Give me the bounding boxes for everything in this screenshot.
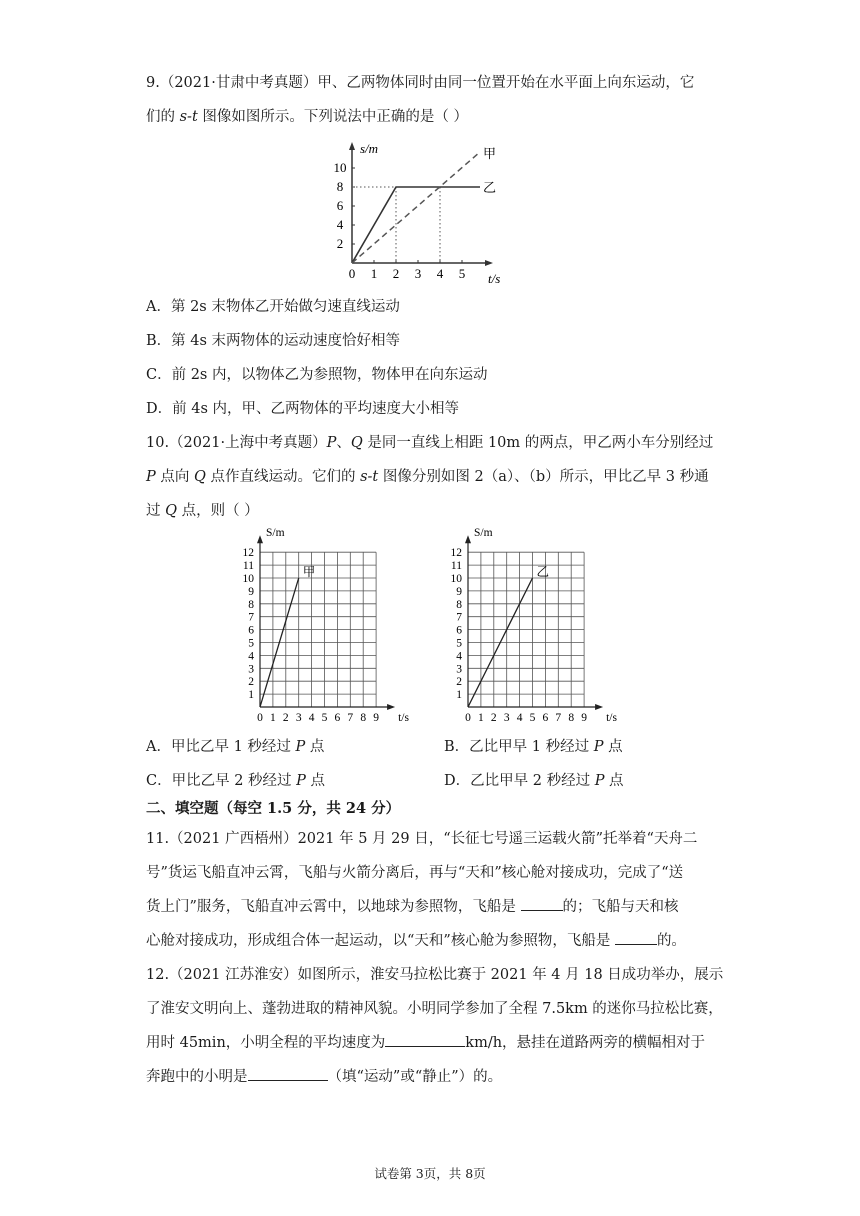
- q11-text: 心舱对接成功，形成组合体一起运动，以“天和”核心舱为参照物，飞船是: [146, 933, 615, 949]
- y-tick-label: 7: [456, 611, 462, 624]
- q10-option-c: [146, 770, 325, 792]
- q9-xtick: 3: [414, 266, 422, 281]
- q9-series-jia: [352, 152, 480, 263]
- y-tick-label: 7: [248, 611, 254, 624]
- section-title-fill-blank: 二、填空题（每空 1.5 分，共 24 分）: [146, 800, 401, 817]
- q10-option-text: 点: [305, 773, 326, 789]
- y-tick-label: 4: [248, 650, 254, 663]
- x-tick-label: 5: [321, 712, 328, 724]
- q10-text: 图像分别如图 2（a）、（b）所示，甲比乙早 3 秒通: [378, 469, 709, 485]
- q11-stem-line4: [146, 930, 686, 952]
- y-tick-label: 9: [248, 585, 254, 598]
- y-tick-label: 3: [456, 663, 462, 676]
- y-tick-label: 5: [456, 637, 462, 650]
- q12-stem-line2: 了淮安文明向上、蓬勃进取的精神风貌。小明同学参加了全程 7.5km 的迷你马拉松比赛，: [146, 1001, 723, 1017]
- y-tick-label: 2: [456, 676, 462, 689]
- answer-blank[interactable]: [385, 1032, 465, 1047]
- x-tick-label: 6: [542, 712, 549, 724]
- q10-point-p: P: [146, 469, 156, 485]
- series-label: 甲: [302, 565, 316, 579]
- q12-stem-line1: 12.（2021 江苏淮安）如图所示，淮安马拉松比赛于 2021 年 4 月 18 日成功举办，展示: [146, 967, 724, 983]
- q9-ytick: 10: [333, 160, 347, 175]
- q10-option-b: [444, 736, 623, 758]
- x-axis-label: t/s: [398, 712, 409, 724]
- q11-text: 的；飞船与天和核: [562, 899, 679, 915]
- x-tick-label: 4: [516, 712, 523, 724]
- q10-option-text: 点: [604, 773, 624, 789]
- q9-y-arrow: [349, 142, 355, 150]
- q9-xtick: 0: [348, 266, 356, 281]
- q9-text: 们的: [146, 109, 180, 125]
- q9-st-italic: s-t: [179, 109, 198, 125]
- q9-ytick: 2: [336, 236, 344, 251]
- q10-option-text: 点: [305, 739, 325, 755]
- q9-ytick: 6: [336, 198, 344, 213]
- q9-label-jia: 甲: [483, 146, 497, 161]
- q9-xtick: 2: [392, 266, 400, 281]
- y-tick-label: 9: [456, 585, 462, 598]
- x-tick-label: 4: [308, 712, 315, 724]
- y-tick-label: 6: [456, 624, 462, 637]
- q11-text: 货上门”服务，飞船直冲云霄中，以地球为参照物，飞船是: [146, 899, 521, 915]
- x-tick-label: 9: [373, 712, 379, 724]
- q10-text: 10.（2021·上海中考真题）: [146, 435, 327, 451]
- q12-stem-line3: [146, 1032, 705, 1054]
- y-tick-label: 12: [450, 547, 462, 560]
- page-footer: 试卷第 3页，共 8页: [374, 1166, 486, 1181]
- q12-text: 奔跑中的小明是: [146, 1069, 248, 1085]
- q10-point-q: Q: [350, 435, 363, 451]
- q9-text: 图像如图所示。下列说法中正确的是（ ）: [197, 109, 468, 125]
- x-tick-label: 9: [581, 712, 587, 724]
- x-tick-label: 3: [503, 712, 510, 724]
- y-tick-label: 1: [456, 689, 462, 702]
- q9-label-yi: 乙: [483, 180, 497, 195]
- x-tick-label: 8: [568, 712, 575, 724]
- q11-stem-line3: [146, 896, 679, 918]
- x-tick-label: 6: [334, 712, 341, 724]
- q10-grid-chart-b: [438, 526, 638, 726]
- q10-text: 过: [146, 503, 166, 519]
- y-tick-label: 11: [242, 560, 254, 573]
- q10-point-p: P: [326, 435, 337, 451]
- x-tick-label: 7: [555, 712, 562, 724]
- q10-stem-line1: [146, 432, 713, 454]
- q9-option-a: A．第 2s 末物体乙开始做匀速直线运动: [146, 299, 400, 315]
- x-tick-label: 8: [360, 712, 367, 724]
- q11-stem-line2: 号”货运飞船直冲云霄，飞船与火箭分离后，再与“天和”核心舱对接成功，完成了“送: [146, 865, 684, 881]
- q9-series-yi: [352, 187, 480, 263]
- q12-stem-line4: [146, 1066, 502, 1088]
- y-tick-label: 3: [248, 663, 254, 676]
- x-axis-label: t/s: [606, 712, 617, 724]
- q9-xtick: 1: [370, 266, 378, 281]
- q9-xtick: 4: [436, 266, 444, 281]
- y-tick-label: 10: [242, 573, 254, 585]
- q10-text: 是同一直线上相距 10m 的两点，甲乙两小车分别经过: [362, 435, 714, 451]
- q11-stem-line1: 11.（2021 广西梧州）2021 年 5 月 29 日，“长征七号遥三运载火箭”托举着“天舟二: [146, 831, 698, 847]
- y-axis-label: S/m: [474, 527, 493, 539]
- q10-point-q: Q: [165, 503, 177, 519]
- series-label: 乙: [536, 565, 550, 579]
- x-tick-label: 5: [529, 712, 536, 724]
- y-tick-label: 8: [248, 598, 254, 611]
- q9-stem-line1: 9.（2021·甘肃中考真题）甲、乙两物体同时由同一位置开始在水平面上向东运动，它: [146, 75, 695, 91]
- y-axis-arrow: [257, 535, 263, 543]
- x-tick-label: 0: [257, 712, 263, 724]
- q9-xlabel: t/s: [488, 271, 501, 286]
- x-tick-label: 1: [270, 712, 276, 724]
- q12-text: 用时 45min，小明全程的平均速度为: [146, 1035, 386, 1051]
- q9-option-b: B．第 4s 末两物体的运动速度恰好相等: [146, 333, 401, 349]
- x-tick-label: 3: [295, 712, 302, 724]
- q10-option-text: C．甲比乙早 2 秒经过: [146, 773, 297, 789]
- q10-st-italic: s-t: [360, 469, 379, 485]
- q11-text: 的。: [656, 933, 686, 949]
- q10-stem-line3: [146, 500, 259, 522]
- x-tick-label: 2: [282, 712, 289, 724]
- q9-ylabel: s/m: [360, 141, 379, 156]
- q10-option-d: [444, 770, 624, 792]
- q9-ytick: 4: [336, 217, 344, 232]
- q9-stem-line2: [146, 106, 468, 128]
- q10-point-q: Q: [193, 469, 206, 485]
- q10-option-text: D．乙比甲早 2 秒经过: [444, 773, 595, 789]
- q12-text: km/h，悬挂在道路两旁的横幅相对于: [465, 1035, 706, 1051]
- y-tick-label: 1: [248, 689, 254, 702]
- q10-point-p: P: [296, 773, 306, 789]
- q10-text: 点，则（ ）: [177, 503, 259, 519]
- x-axis-arrow: [595, 704, 603, 710]
- q10-text: 、: [336, 435, 351, 451]
- q9-ytick: 8: [336, 179, 344, 194]
- y-tick-label: 2: [248, 676, 254, 689]
- answer-blank[interactable]: [521, 896, 563, 911]
- y-tick-label: 11: [450, 560, 462, 573]
- q10-point-p: P: [295, 739, 306, 755]
- q9-x-arrow: [485, 260, 493, 266]
- q9-option-c: C．前 2s 内，以物体乙为参照物，物体甲在向东运动: [146, 367, 488, 383]
- q10-option-a: [146, 736, 324, 758]
- q10-text: 点作直线运动。它们的: [205, 469, 361, 485]
- q9-xtick: 5: [458, 266, 466, 281]
- answer-blank[interactable]: [615, 930, 657, 945]
- y-tick-label: 4: [456, 650, 462, 663]
- y-tick-label: 10: [450, 573, 462, 585]
- q10-stem-line2: [146, 466, 709, 488]
- q10-option-text: B．乙比甲早 1 秒经过: [444, 739, 594, 755]
- y-tick-label: 6: [248, 624, 254, 637]
- q9-option-d: D．前 4s 内，甲、乙两物体的平均速度大小相等: [146, 401, 460, 417]
- x-tick-label: 7: [347, 712, 354, 724]
- answer-blank[interactable]: [248, 1066, 328, 1081]
- q10-point-p: P: [594, 773, 605, 789]
- q9-st-chart: [330, 140, 510, 286]
- q10-option-text: 点: [603, 739, 623, 755]
- q12-text: （填“运动”或“静止”）的。: [327, 1069, 503, 1085]
- q10-option-text: A．甲比乙早 1 秒经过: [146, 739, 296, 755]
- y-tick-label: 5: [248, 637, 254, 650]
- y-axis-arrow: [465, 535, 471, 543]
- x-tick-label: 2: [490, 712, 497, 724]
- y-tick-label: 12: [242, 547, 254, 560]
- y-axis-label: S/m: [266, 527, 285, 539]
- q10-point-p: P: [593, 739, 604, 755]
- q10-text: 点向: [155, 469, 194, 485]
- y-tick-label: 8: [456, 598, 462, 611]
- x-tick-label: 1: [478, 712, 484, 724]
- x-tick-label: 0: [465, 712, 471, 724]
- x-axis-arrow: [387, 704, 395, 710]
- q10-grid-chart-a: [230, 526, 430, 726]
